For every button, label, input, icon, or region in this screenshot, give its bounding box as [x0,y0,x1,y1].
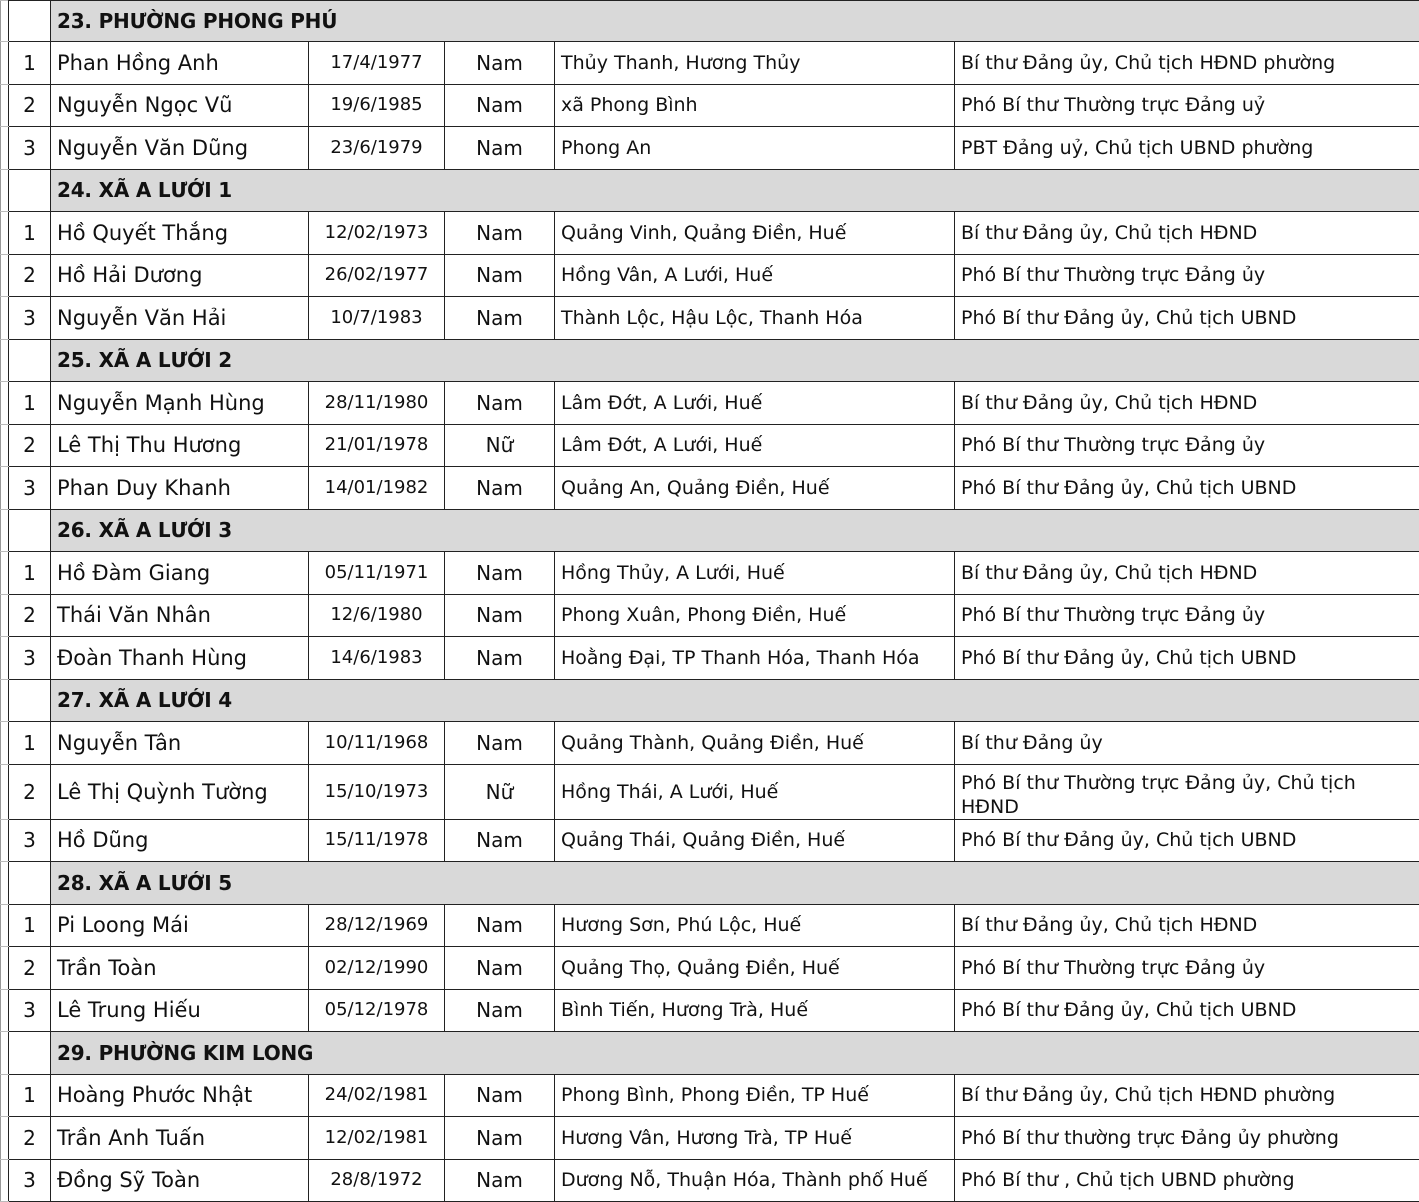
stt-cell[interactable]: 3 [9,637,51,680]
hometown-cell[interactable]: Phong Bình, Phong Điền, TP Huế [555,1074,955,1117]
position-cell[interactable]: Phó Bí thư Thường trực Đảng ủy [955,424,1419,467]
group-header-row [1,679,1419,722]
group-index-cell[interactable] [9,339,51,382]
sex-cell[interactable]: Nam [445,84,555,127]
row-edge-cell[interactable] [1,509,9,552]
personnel-table-body [1,1,1419,1202]
hometown-cell[interactable]: Phong Xuân, Phong Điền, Huế [555,594,955,637]
table-row [1,424,1419,467]
dob-cell[interactable]: 28/8/1972 [309,1159,445,1202]
row-edge-cell[interactable] [1,339,9,382]
group-title-cell[interactable]: 23. PHƯỜNG PHONG PHÚ [51,1,1419,42]
stt-cell[interactable]: 2 [9,254,51,297]
position-cell[interactable]: Phó Bí thư Thường trực Đảng ủy [955,254,1419,297]
table-row [1,1117,1419,1160]
sex-cell[interactable]: Nam [445,297,555,340]
dob-cell[interactable]: 15/11/1978 [309,819,445,862]
table-row [1,594,1419,637]
sex-cell[interactable]: Nam [445,722,555,765]
row-edge-cell[interactable] [1,679,9,722]
stt-cell[interactable]: 3 [9,467,51,510]
table-row [1,42,1419,85]
row-edge-cell[interactable] [1,1159,9,1202]
sex-cell[interactable]: Nam [445,819,555,862]
table-row [1,637,1419,680]
row-edge-cell[interactable] [1,84,9,127]
hometown-cell[interactable]: Hồng Vân, A Lưới, Huế [555,254,955,297]
group-header-row [1,862,1419,905]
sex-cell[interactable]: Nam [445,637,555,680]
name-cell[interactable]: Nguyễn Ngọc Vũ [51,84,309,127]
table-row [1,467,1419,510]
row-edge-cell[interactable] [1,1074,9,1117]
group-title-cell[interactable]: 25. XÃ A LƯỚI 2 [51,339,1419,382]
stt-cell[interactable]: 1 [9,904,51,947]
stt-cell[interactable]: 1 [9,212,51,255]
position-cell[interactable]: Phó Bí thư Đảng ủy, Chủ tịch UBND [955,989,1419,1032]
stt-cell[interactable]: 1 [9,722,51,765]
table-row [1,84,1419,127]
dob-cell[interactable]: 14/6/1983 [309,637,445,680]
name-cell[interactable]: Phan Hồng Anh [51,42,309,85]
row-edge-cell[interactable] [1,722,9,765]
group-title-cell[interactable]: 24. XÃ A LƯỚI 1 [51,169,1419,212]
stt-cell[interactable]: 2 [9,764,51,819]
stt-cell[interactable]: 3 [9,297,51,340]
group-title-cell[interactable]: 29. PHƯỜNG KIM LONG [51,1032,1419,1075]
position-cell[interactable]: Bí thư Đảng ủy, Chủ tịch HĐND [955,212,1419,255]
sex-cell[interactable]: Nam [445,1074,555,1117]
row-edge-cell[interactable] [1,637,9,680]
table-row [1,947,1419,990]
sex-cell[interactable]: Nam [445,467,555,510]
table-row [1,764,1419,819]
dob-cell[interactable]: 24/02/1981 [309,1074,445,1117]
table-row [1,212,1419,255]
dob-cell[interactable]: 12/02/1981 [309,1117,445,1160]
group-header-row [1,1032,1419,1075]
group-header-row [1,509,1419,552]
group-title-cell[interactable]: 26. XÃ A LƯỚI 3 [51,509,1419,552]
row-edge-cell[interactable] [1,1032,9,1075]
sex-cell[interactable]: Nữ [445,764,555,819]
name-cell[interactable]: Hồ Dũng [51,819,309,862]
hometown-cell[interactable]: Hương Sơn, Phú Lộc, Huế [555,904,955,947]
sex-cell[interactable]: Nam [445,947,555,990]
dob-cell[interactable]: 12/6/1980 [309,594,445,637]
hometown-cell[interactable]: Lâm Đớt, A Lưới, Huế [555,382,955,425]
stt-cell[interactable]: 1 [9,552,51,595]
table-row [1,722,1419,765]
hometown-cell[interactable]: Quảng Thọ, Quảng Điền, Huế [555,947,955,990]
position-cell[interactable]: Phó Bí thư , Chủ tịch UBND phường [955,1159,1419,1202]
row-edge-cell[interactable] [1,552,9,595]
name-cell[interactable]: Lê Trung Hiếu [51,989,309,1032]
stt-cell[interactable]: 1 [9,382,51,425]
dob-cell[interactable]: 05/12/1978 [309,989,445,1032]
dob-cell[interactable]: 10/11/1968 [309,722,445,765]
dob-cell[interactable]: 28/11/1980 [309,382,445,425]
name-cell[interactable]: Lê Thị Thu Hương [51,424,309,467]
stt-cell[interactable]: 3 [9,819,51,862]
hometown-cell[interactable]: Hồng Thủy, A Lưới, Huế [555,552,955,595]
hometown-cell[interactable]: Thủy Thanh, Hương Thủy [555,42,955,85]
row-edge-cell[interactable] [1,169,9,212]
hometown-cell[interactable]: Lâm Đớt, A Lưới, Huế [555,424,955,467]
name-cell[interactable]: Trần Toàn [51,947,309,990]
name-cell[interactable]: Thái Văn Nhân [51,594,309,637]
row-edge-cell[interactable] [1,1,9,42]
name-cell[interactable]: Hồ Đàm Giang [51,552,309,595]
hometown-cell[interactable]: Hồng Thái, A Lưới, Huế [555,764,955,819]
stt-cell[interactable]: 3 [9,989,51,1032]
sex-cell[interactable]: Nam [445,1117,555,1160]
position-cell[interactable]: Phó Bí thư Đảng ủy, Chủ tịch UBND [955,467,1419,510]
row-edge-cell[interactable] [1,467,9,510]
group-index-cell[interactable] [9,1032,51,1075]
dob-cell[interactable]: 19/6/1985 [309,84,445,127]
hometown-cell[interactable]: Dương Nỗ, Thuận Hóa, Thành phố Huế [555,1159,955,1202]
table-row [1,904,1419,947]
row-edge-cell[interactable] [1,127,9,170]
row-edge-cell[interactable] [1,212,9,255]
sex-cell[interactable]: Nữ [445,424,555,467]
row-edge-cell[interactable] [1,424,9,467]
table-row [1,989,1419,1032]
name-cell[interactable]: Hồ Quyết Thắng [51,212,309,255]
position-cell[interactable]: Phó Bí thư Đảng ủy, Chủ tịch UBND [955,297,1419,340]
position-cell[interactable]: Bí thư Đảng ủy, Chủ tịch HĐND phường [955,1074,1419,1117]
dob-cell[interactable]: 15/10/1973 [309,764,445,819]
row-edge-cell[interactable] [1,947,9,990]
dob-cell[interactable]: 26/02/1977 [309,254,445,297]
name-cell[interactable]: Hồ Hải Dương [51,254,309,297]
position-cell[interactable]: Bí thư Đảng ủy, Chủ tịch HĐND [955,904,1419,947]
stt-cell[interactable]: 2 [9,424,51,467]
group-header-row [1,169,1419,212]
sex-cell[interactable]: Nam [445,552,555,595]
name-cell[interactable]: Nguyễn Mạnh Hùng [51,382,309,425]
position-cell[interactable]: Phó Bí thư Thường trực Đảng ủy [955,594,1419,637]
hometown-cell[interactable]: Hoằng Đại, TP Thanh Hóa, Thanh Hóa [555,637,955,680]
stt-cell[interactable]: 2 [9,594,51,637]
dob-cell[interactable]: 10/7/1983 [309,297,445,340]
table-row [1,297,1419,340]
position-cell[interactable]: Phó Bí thư thường trực Đảng ủy phường [955,1117,1419,1160]
dob-cell[interactable]: 02/12/1990 [309,947,445,990]
name-cell[interactable]: Phan Duy Khanh [51,467,309,510]
stt-cell[interactable]: 1 [9,42,51,85]
row-edge-cell[interactable] [1,862,9,905]
hometown-cell[interactable]: Quảng Thái, Quảng Điền, Huế [555,819,955,862]
hometown-cell[interactable]: Bình Tiến, Hương Trà, Huế [555,989,955,1032]
stt-cell[interactable]: 2 [9,84,51,127]
stt-cell[interactable]: 2 [9,1117,51,1160]
position-cell[interactable]: Bí thư Đảng ủy, Chủ tịch HĐND phường [955,42,1419,85]
position-cell[interactable]: Bí thư Đảng ủy [955,722,1419,765]
sex-cell[interactable]: Nam [445,989,555,1032]
stt-cell[interactable]: 1 [9,1074,51,1117]
hometown-cell[interactable]: Hương Vân, Hương Trà, TP Huế [555,1117,955,1160]
row-edge-cell[interactable] [1,989,9,1032]
hometown-cell[interactable]: Thành Lộc, Hậu Lộc, Thanh Hóa [555,297,955,340]
table-row [1,127,1419,170]
stt-cell[interactable]: 2 [9,947,51,990]
name-cell[interactable]: Nguyễn Tân [51,722,309,765]
sex-cell[interactable]: Nam [445,904,555,947]
name-cell[interactable]: Đồng Sỹ Toàn [51,1159,309,1202]
hometown-cell[interactable]: Quảng An, Quảng Điền, Huế [555,467,955,510]
group-title-cell[interactable]: 28. XÃ A LƯỚI 5 [51,862,1419,905]
hometown-cell[interactable]: xã Phong Bình [555,84,955,127]
position-cell[interactable]: Phó Bí thư Thường trực Đảng uỷ [955,84,1419,127]
position-cell[interactable]: Phó Bí thư Thường trực Đảng ủy, Chủ tịch HĐND [955,764,1419,819]
group-index-cell[interactable] [9,679,51,722]
group-index-cell[interactable] [9,169,51,212]
table-row [1,819,1419,862]
dob-cell[interactable]: 05/11/1971 [309,552,445,595]
sex-cell[interactable]: Nam [445,382,555,425]
position-cell[interactable]: Phó Bí thư Đảng ủy, Chủ tịch UBND [955,819,1419,862]
row-edge-cell[interactable] [1,382,9,425]
name-cell[interactable]: Lê Thị Quỳnh Tường [51,764,309,819]
position-cell[interactable]: Phó Bí thư Đảng ủy, Chủ tịch UBND [955,637,1419,680]
position-cell[interactable]: Bí thư Đảng ủy, Chủ tịch HĐND [955,382,1419,425]
group-index-cell[interactable] [9,509,51,552]
group-header-row [1,339,1419,382]
table-row [1,552,1419,595]
row-edge-cell[interactable] [1,254,9,297]
position-cell[interactable]: Bí thư Đảng ủy, Chủ tịch HĐND [955,552,1419,595]
hometown-cell[interactable]: Quảng Thành, Quảng Điền, Huế [555,722,955,765]
dob-cell[interactable]: 28/12/1969 [309,904,445,947]
sex-cell[interactable]: Nam [445,594,555,637]
table-row [1,1159,1419,1202]
sex-cell[interactable]: Nam [445,212,555,255]
sex-cell[interactable]: Nam [445,42,555,85]
position-cell[interactable]: Phó Bí thư Thường trực Đảng ủy [955,947,1419,990]
table-row [1,1074,1419,1117]
name-cell[interactable]: Nguyễn Văn Dũng [51,127,309,170]
sex-cell[interactable]: Nam [445,254,555,297]
dob-cell[interactable]: 12/02/1973 [309,212,445,255]
dob-cell[interactable]: 23/6/1979 [309,127,445,170]
stt-cell[interactable]: 3 [9,127,51,170]
row-edge-cell[interactable] [1,904,9,947]
row-edge-cell[interactable] [1,594,9,637]
name-cell[interactable]: Trần Anh Tuấn [51,1117,309,1160]
group-header-row [1,1,1419,42]
table-row [1,254,1419,297]
name-cell[interactable]: Hoàng Phước Nhật [51,1074,309,1117]
group-index-cell[interactable] [9,862,51,905]
hometown-cell[interactable]: Phong An [555,127,955,170]
table-row [1,382,1419,425]
row-edge-cell[interactable] [1,764,9,819]
position-cell[interactable]: PBT Đảng uỷ, Chủ tịch UBND phường [955,127,1419,170]
stt-cell[interactable]: 3 [9,1159,51,1202]
sex-cell[interactable]: Nam [445,1159,555,1202]
hometown-cell[interactable]: Quảng Vinh, Quảng Điền, Huế [555,212,955,255]
row-edge-cell[interactable] [1,1117,9,1160]
row-edge-cell[interactable] [1,42,9,85]
dob-cell[interactable]: 17/4/1977 [309,42,445,85]
dob-cell[interactable]: 14/01/1982 [309,467,445,510]
row-edge-cell[interactable] [1,297,9,340]
dob-cell[interactable]: 21/01/1978 [309,424,445,467]
group-title-cell[interactable]: 27. XÃ A LƯỚI 4 [51,679,1419,722]
row-edge-cell[interactable] [1,819,9,862]
name-cell[interactable]: Nguyễn Văn Hải [51,297,309,340]
sex-cell[interactable]: Nam [445,127,555,170]
group-index-cell[interactable] [9,1,51,42]
name-cell[interactable]: Pi Loong Mái [51,904,309,947]
name-cell[interactable]: Đoàn Thanh Hùng [51,637,309,680]
